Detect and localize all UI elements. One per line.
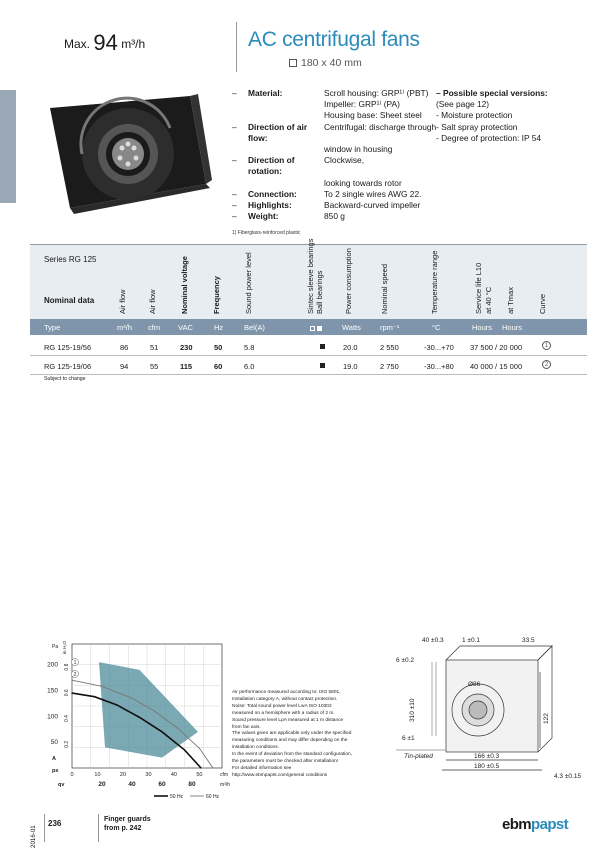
page-title: AC centrifugal fans [248, 28, 420, 51]
x-tick-label: 60 [158, 781, 166, 788]
data-point [199, 748, 200, 749]
series-label: Series RG 125 [44, 255, 97, 264]
note-line: the parameters must be checked after installation! [232, 759, 339, 765]
y2-tick-label: 0.2 [64, 740, 70, 748]
col-header: at Tmax [506, 287, 515, 314]
footer-divider [44, 814, 45, 842]
footer-divider [98, 814, 99, 842]
y2-unit: in H₂O [62, 640, 67, 654]
col-header: Air flow [118, 289, 127, 314]
col-header: Sound power level [244, 252, 253, 314]
svg-text:40 ±0.3: 40 ±0.3 [422, 637, 444, 644]
spec-row: – Direction of rotation: Clockwise, [232, 155, 365, 177]
note-line: measuring conditions and may differ depending on the [232, 738, 348, 744]
y-prefix: ps [52, 768, 59, 774]
x-unit-cfm: cfm [220, 772, 229, 778]
x-tick-label: 80 [188, 781, 196, 788]
note-line: from fan axis. [232, 724, 261, 730]
data-point [131, 698, 132, 699]
y-tick-label: 50 [50, 739, 58, 747]
legend-label: 60 Hz [206, 794, 220, 800]
finger-guards-link[interactable]: Finger guards from p. 242 [104, 816, 151, 832]
spec-row: looking towards rotor [324, 177, 402, 188]
svg-text:122: 122 [543, 713, 550, 724]
svg-text:4.3 ±0.15: 4.3 ±0.15 [554, 773, 582, 780]
col-header: Curve [538, 293, 547, 314]
col-header: Ball bearings [315, 270, 324, 314]
y2-tick-label: 0.4 [64, 715, 70, 723]
bearing-icons [310, 324, 322, 333]
table-row: RG 125-19/56 86 51 230 50 5.8 20.0 2 550 -30...+70 37 500 / 20 000 1 [30, 337, 587, 356]
spec-row: – Direction of air flow: Centrifugal: discharge through [232, 121, 437, 143]
footnote: 1) Fiberglass-reinforced plastic [232, 230, 301, 236]
note-line: Sound pressure level LpA measured at 1 m distance [232, 717, 344, 723]
col-header: Nominal voltage [180, 256, 189, 314]
note-line: Installation category A, without contact protection. [232, 696, 338, 702]
issue-date: 2016-01 [30, 825, 37, 848]
table-row: RG 125-19/06 94 55 115 60 6.0 19.0 2 750 -30...+80 40 000 / 15 000 2 [30, 356, 587, 375]
col-header: Service life L10 [474, 262, 483, 314]
svg-text:Tin-plated: Tin-plated [404, 753, 433, 760]
side-accent-bar [0, 90, 16, 203]
col-header: Air flow [148, 289, 157, 314]
spec-row: – Highlights: Backward-curved impeller [232, 200, 421, 211]
col-header: at 40 °C [484, 286, 493, 314]
spec-row: – Material: Scroll housing: GRP¹⁾ (PBT) [232, 88, 429, 98]
data-point [176, 727, 177, 728]
data-point [139, 717, 140, 718]
x-tick-label-cfm: 20 [119, 772, 127, 778]
curve-label: 1 [73, 660, 77, 667]
note-line: http://www.ebmpapst.com/general conditions [232, 772, 328, 778]
curve-marker: 1 [542, 341, 551, 350]
note-line: For detailed information see [232, 765, 292, 771]
special-versions: – Possible special versions: (See page 12) - Moisture protection - Salt spray protection - Degree of protection: IP 54 [436, 88, 548, 143]
header-divider [236, 22, 237, 72]
data-point [94, 696, 95, 697]
curve-label: 2 [73, 671, 77, 678]
note-line: Air performance measured according to: ISO 5801, [232, 690, 341, 695]
data-point [116, 704, 117, 705]
data-point [154, 711, 155, 712]
curve-marker: 2 [542, 360, 551, 369]
spec-row: – Connection: To 2 single wires AWG 22. [232, 188, 422, 199]
performance-chart [36, 636, 230, 802]
y2-tick-label: 0.6 [64, 689, 70, 697]
data-point [101, 686, 102, 687]
x-tick-label-cfm: 30 [145, 772, 152, 778]
col-header: Frequency [212, 276, 221, 314]
size-label: 180 x 40 mm [289, 57, 362, 69]
svg-text:166 ±0.3: 166 ±0.3 [474, 753, 500, 760]
col-header: Nominal speed [380, 263, 389, 314]
spec-row: – Weight: 850 g [232, 211, 345, 222]
note-line: installation conditions. [232, 745, 279, 751]
max-airflow: Max. 94 m³/h [64, 30, 146, 55]
x-tick-label: 20 [98, 781, 106, 788]
data-point [161, 731, 162, 732]
units-bar: Type m³/h cfm VAC Hz Bel(A) Watts rpm⁻¹ °C Hours Hours [30, 319, 587, 335]
svg-text:33.5: 33.5 [522, 637, 535, 644]
col-header: Power consumption [344, 248, 353, 314]
svg-text:6 ±1: 6 ±1 [402, 735, 415, 742]
nominal-data-label: Nominal data [44, 296, 95, 305]
x-unit: m³/h [220, 782, 230, 788]
page-number: 236 [48, 819, 62, 828]
note-line: The values given are applicable only under the specified [232, 731, 352, 737]
specifications [232, 88, 444, 222]
spec-row: Impeller: GRP¹⁾ (PA) [324, 99, 400, 110]
measurement-notes [232, 690, 390, 780]
data-point [212, 767, 213, 768]
legend-label: 50 Hz [170, 794, 184, 800]
data-point [71, 692, 72, 693]
svg-text:Ø86: Ø86 [468, 681, 481, 688]
y-tick-label: 100 [47, 713, 58, 721]
svg-text:6 ±0.2: 6 ±0.2 [396, 657, 415, 664]
col-header: Sintec sleeve bearings [306, 238, 315, 314]
square-icon [289, 59, 297, 67]
qv-label: qv [58, 782, 65, 788]
svg-text:180 ±0.5: 180 ±0.5 [474, 763, 500, 770]
data-point [200, 767, 201, 768]
data-point [71, 680, 72, 681]
data-point [184, 749, 185, 750]
y2-tick-label: 0.8 [64, 663, 70, 671]
spec-row: Housing base: Sheet steel [324, 110, 422, 121]
y-tick-label: 200 [47, 661, 58, 669]
dimension-drawing [386, 632, 591, 780]
x-tick-label: 40 [128, 781, 136, 788]
note-line: Noise: Total sound power level LwA ISO 10302 [232, 703, 332, 709]
note-line: measured on a hemisphere with a radius of 2 m. [232, 710, 335, 716]
svg-text:1 ±0.1: 1 ±0.1 [462, 637, 481, 644]
x-tick-label-cfm: 50 [196, 772, 203, 778]
spec-row: window in housing [324, 144, 393, 155]
y-unit: Pa [52, 644, 59, 650]
y-tick-label: 150 [47, 687, 58, 695]
ptrain-label: A [52, 756, 56, 762]
svg-text:310 ±10: 310 ±10 [409, 698, 416, 722]
x-tick-label-cfm: 10 [94, 772, 101, 778]
x-tick-label-cfm: 0 [70, 772, 74, 778]
ebmpapst-logo: ebmpapst [502, 816, 569, 833]
subject-to-change: Subject to change [44, 376, 86, 382]
col-header: Temperature range [430, 250, 439, 314]
fan-photo [30, 88, 220, 216]
note-line: In the event of deviation from the standard configuration, [232, 752, 352, 758]
ball-bearing-icon [320, 363, 325, 368]
ball-bearing-icon [320, 344, 325, 349]
x-tick-label-cfm: 40 [170, 772, 178, 778]
